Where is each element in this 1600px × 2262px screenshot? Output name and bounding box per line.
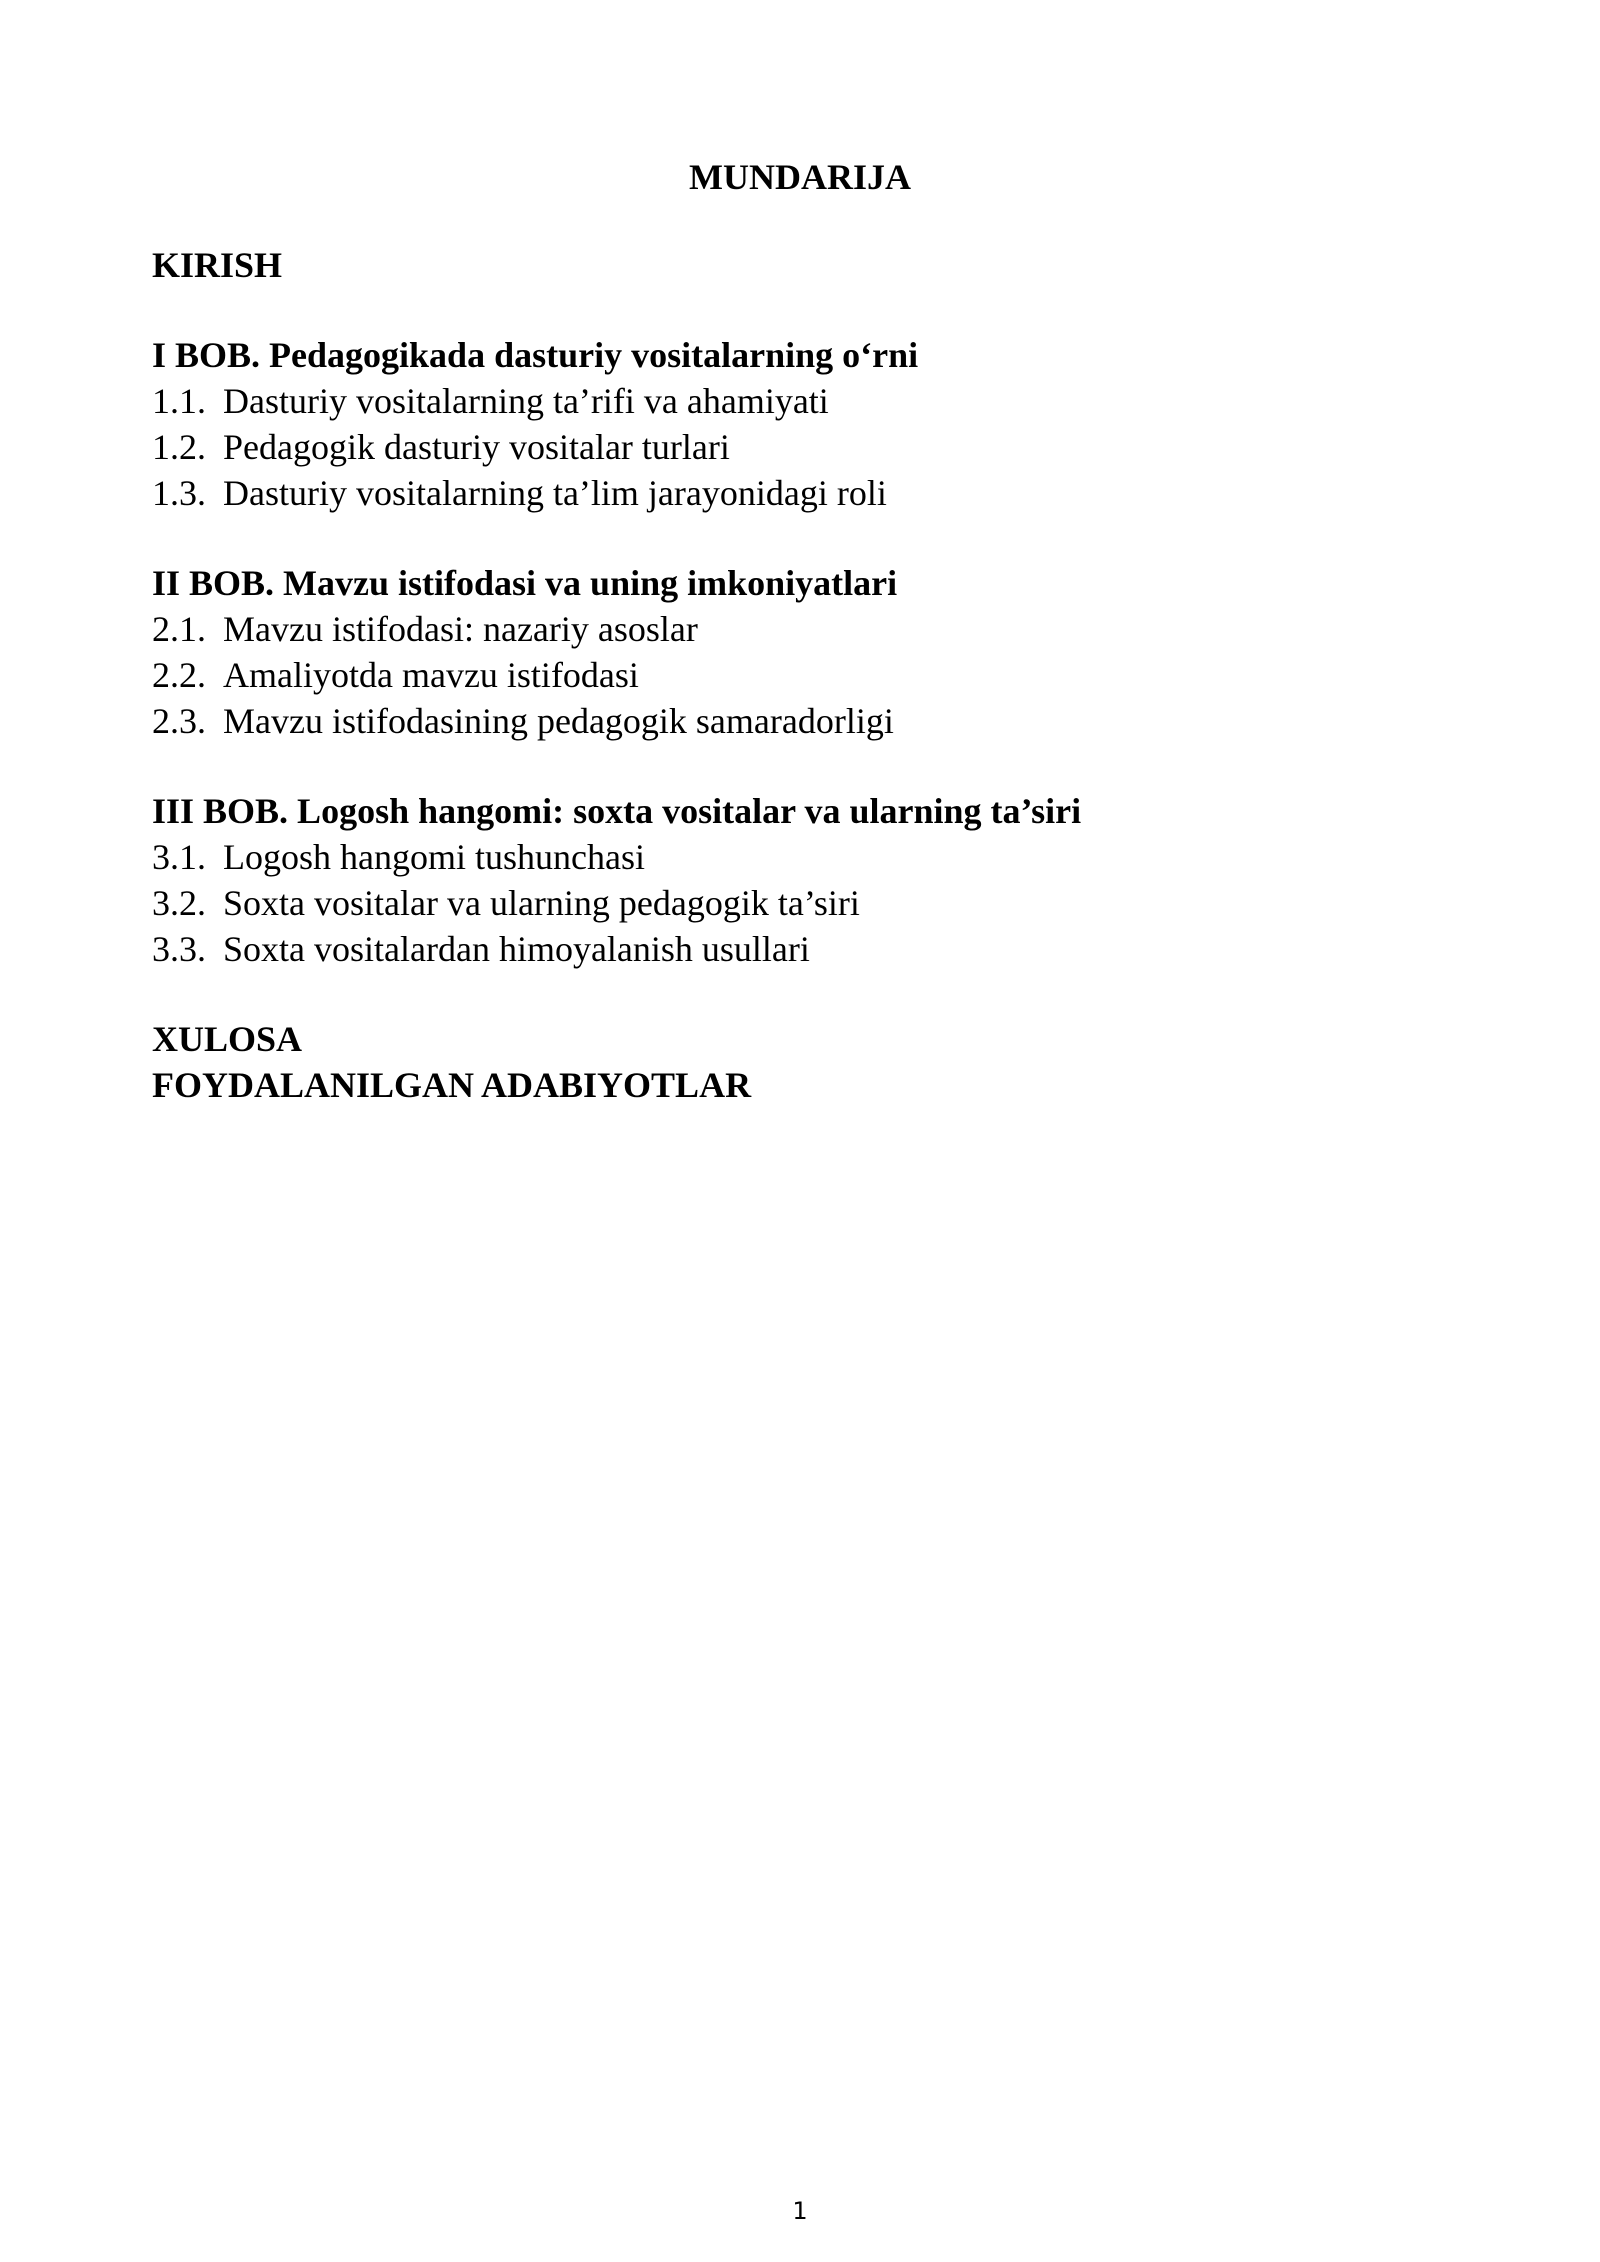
- section-title: Dasturiy vositalarning ta’rifi va ahamiyati: [223, 381, 829, 421]
- toc-section: [152, 698, 1452, 744]
- section-title: Amaliyotda mavzu istifodasi: [223, 655, 639, 695]
- section-number: 2.3.: [152, 701, 206, 741]
- section-number: 1.3.: [152, 473, 206, 513]
- section-number: 1.1.: [152, 381, 206, 421]
- toc-section: [152, 926, 1452, 972]
- toc-intro: KIRISH: [152, 245, 283, 285]
- section-title: Mavzu istifodasi: nazariy asoslar: [223, 609, 698, 649]
- page-title: MUNDARIJA: [689, 157, 911, 197]
- toc-section: [152, 378, 1452, 424]
- section-title: Soxta vositalar va ularning pedagogik ta’siri: [223, 883, 860, 923]
- toc-references: FOYDALANILGAN ADABIYOTLAR: [152, 1065, 752, 1105]
- section-number: 3.2.: [152, 883, 206, 923]
- section-title: Logosh hangomi tushunchasi: [223, 837, 645, 877]
- chapter-heading: III BOB. Logosh hangomi: soxta vositalar va ularning ta’siri: [152, 791, 1082, 831]
- toc-chapter: [152, 332, 1452, 516]
- chapter-heading: I BOB. Pedagogikada dasturiy vositalarning o‘rni: [152, 335, 919, 375]
- section-title: Soxta vositalardan himoyalanish usullari: [223, 929, 810, 969]
- toc-chapter: [152, 560, 1452, 744]
- spacer: [152, 516, 1452, 560]
- spacer: [152, 288, 1452, 332]
- toc-section: [152, 652, 1452, 698]
- toc-section: [152, 880, 1452, 926]
- section-title: Pedagogik dasturiy vositalar turlari: [223, 427, 730, 467]
- section-number: 2.2.: [152, 655, 206, 695]
- section-title: Dasturiy vositalarning ta’lim jarayonidagi roli: [223, 473, 887, 513]
- section-number: 3.3.: [152, 929, 206, 969]
- toc-chapter: [152, 788, 1452, 972]
- spacer: [152, 972, 1452, 1016]
- toc-section: [152, 470, 1452, 516]
- section-number: 3.1.: [152, 837, 206, 877]
- section-number: 2.1.: [152, 609, 206, 649]
- spacer: [152, 744, 1452, 788]
- section-title: Mavzu istifodasining pedagogik samaradorligi: [223, 701, 894, 741]
- toc-section: [152, 424, 1452, 470]
- page-number: 1: [792, 2197, 808, 2225]
- toc-conclusion: XULOSA: [152, 1019, 303, 1059]
- chapter-heading: II BOB. Mavzu istifodasi va uning imkoniyatlari: [152, 563, 898, 603]
- table-of-contents: [152, 242, 1452, 1108]
- section-number: 1.2.: [152, 427, 206, 467]
- toc-section: [152, 834, 1452, 880]
- toc-section: [152, 606, 1452, 652]
